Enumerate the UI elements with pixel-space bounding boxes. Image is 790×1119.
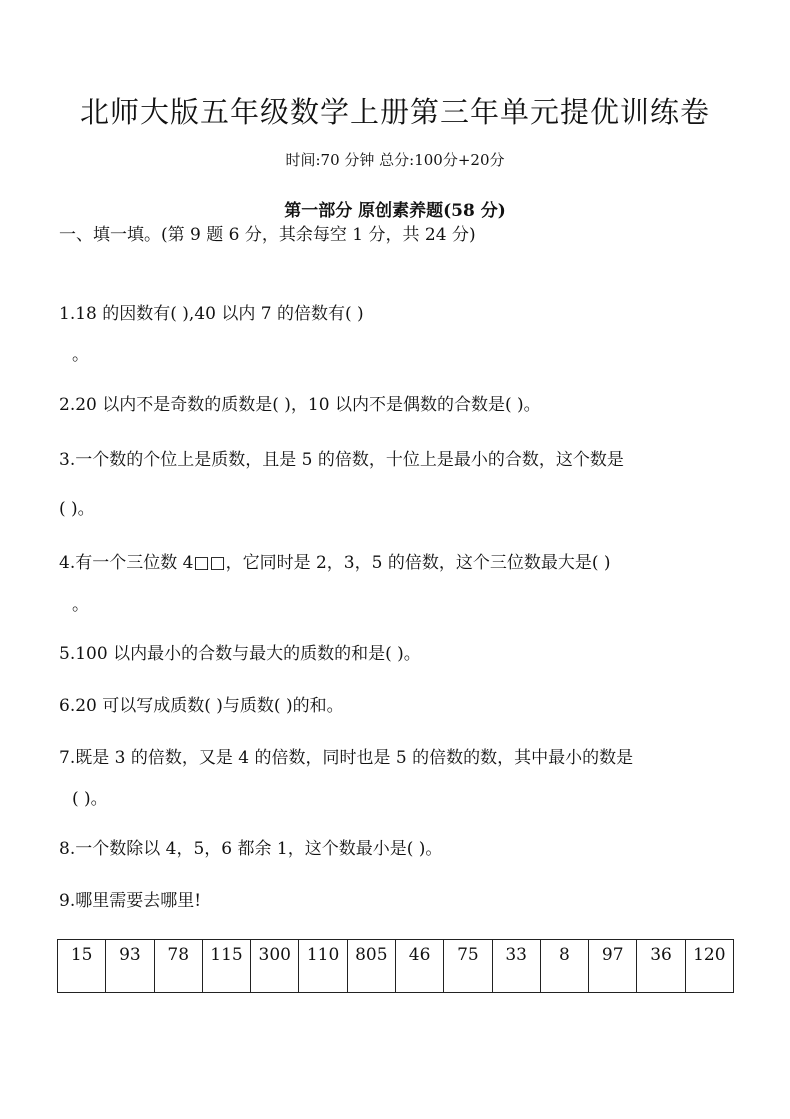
number-cell: 15	[58, 940, 106, 993]
number-cell: 93	[106, 940, 154, 993]
question-6: 6.20 可以写成质数( )与质数( )的和。	[59, 696, 344, 716]
question-1-continued: 。	[72, 345, 89, 365]
part-heading: 第一部分 原创素养题(58 分)	[284, 201, 506, 221]
number-cell: 78	[154, 940, 202, 993]
number-cell: 46	[395, 940, 443, 993]
section-title-fill-in: 一、填一填。(第 9 题 6 分，其余每空 1 分，共 24 分)	[59, 225, 476, 245]
question-1: 1.18 的因数有( ),40 以内 7 的倍数有( )	[59, 304, 364, 324]
question-5: 5.100 以内最小的合数与最大的质数的和是( )。	[59, 644, 421, 664]
number-cell: 115	[202, 940, 250, 993]
number-table-row	[58, 940, 734, 993]
question-8: 8.一个数除以 4，5，6 都余 1，这个数最小是( )。	[59, 839, 443, 859]
number-cell: 75	[444, 940, 492, 993]
number-cell: 300	[251, 940, 299, 993]
number-cell: 33	[492, 940, 540, 993]
number-cell: 805	[347, 940, 395, 993]
question-3-continued: ( )。	[59, 499, 95, 519]
exam-meta: 时间:70 分钟 总分:100分+20分	[285, 151, 505, 169]
number-cell: 110	[299, 940, 347, 993]
number-cell: 120	[685, 940, 733, 993]
exam-title: 北师大版五年级数学上册第三年单元提优训练卷	[79, 95, 710, 129]
question-3: 3.一个数的个位上是质数，且是 5 的倍数，十位上是最小的合数，这个数是	[59, 450, 624, 470]
number-cell: 36	[637, 940, 685, 993]
question-7: 7.既是 3 的倍数，又是 4 的倍数，同时也是 5 的倍数的数，其中最小的数是	[59, 748, 634, 768]
question-7-continued: ( )。	[72, 789, 108, 809]
number-cell: 8	[540, 940, 588, 993]
question-2: 2.20 以内不是奇数的质数是( )，10 以内不是偶数的合数是( )。	[59, 395, 541, 415]
question-4: 4.有一个三位数 4□□，它同时是 2，3，5 的倍数，这个三位数最大是( )	[59, 553, 611, 573]
number-cell: 97	[589, 940, 637, 993]
question-4-continued: 。	[72, 595, 89, 615]
question-9: 9.哪里需要去哪里!	[59, 891, 202, 911]
number-table	[57, 939, 734, 993]
